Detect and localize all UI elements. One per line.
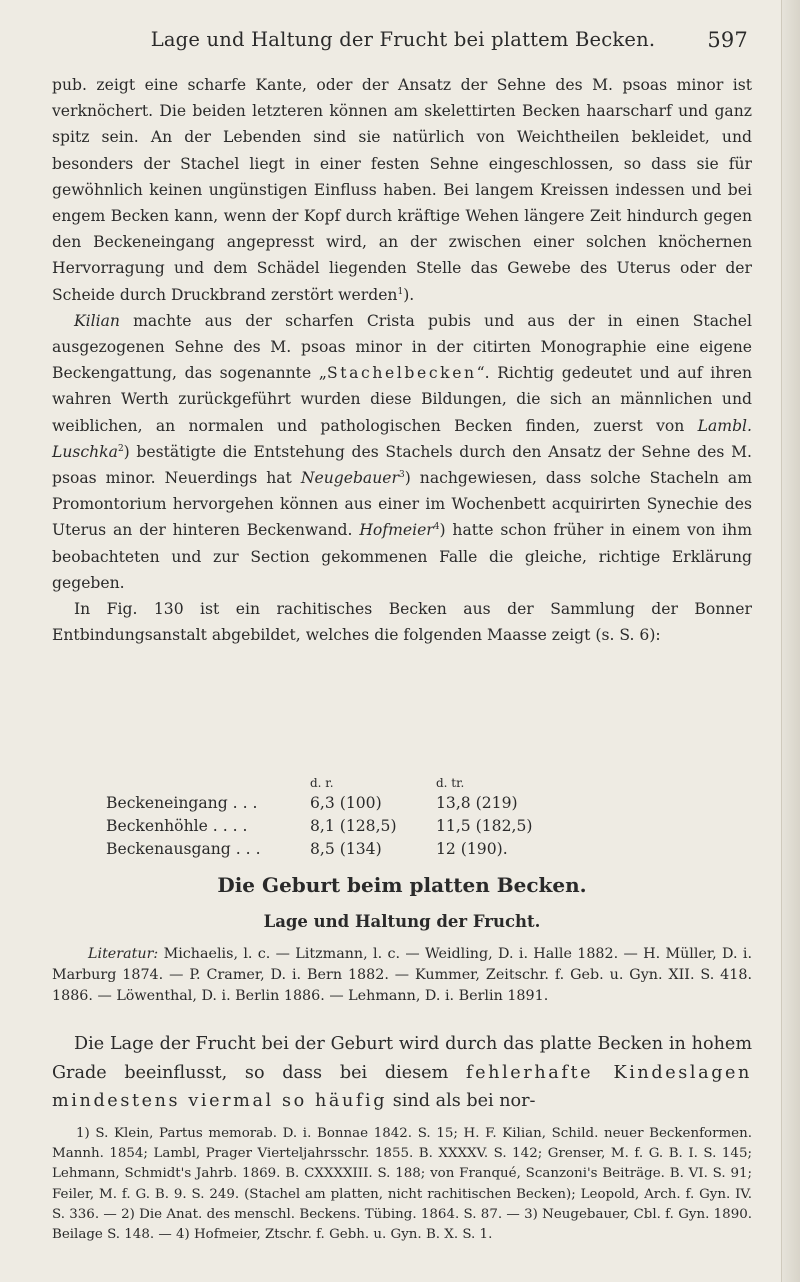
footnote-text: 1) S. Klein, Partus memorab. D. i. Bonnae 1842. S. 15; H. F. Kilian, Schild. neuer Beckenformen. Mannh. 1854; Lambl, Prager Vierteljahrsschr. 1855. B. XXXXV. S. 142; Grenser, M. f. G. B. I. S. 145; Lehmann, Schmidt's Jahrb. 1869. B. CXXXXIII. S. 188; von Franqué, Scanzoni's Beiträge. B. VI. S. 91; Feiler, M. f. G. B. 9. S. 249. (Stachel am platten, nicht rachitischen Becken); Leopold, Arch. f. Gyn. IV. S. 336. — 2) Die Anat. des menschl. Beckens. Tübing. 1864. S. 87. — 3) Neugebauer, Cbl. f. Gyn. 1890. Beilage S. 148. — 4) Hofmeier, Ztschr. f. Gebh. u. Gyn. B. X. S. 1. [52,1126,752,1243]
col-header-dr: d. r. [310,776,334,790]
paragraph-1: pub. zeigt eine scharfe Kante, oder der Ansatz der Sehne des M. psoas minor ist verknöchert. Die beiden letzteren können am skelettirten Becken haarscharf und ganz spitz sein. An der Lebenden sind sie natürlich von Weichtheilen bekleidet, und besonders der Stachel liegt in einer festen Sehne eingeschlossen, so dass sie für gewöhnlich keinen ungünstigen Einfluss haben. Bei langem Kreissen indessen und bei engem Becken kann, wenn der Kopf durch kräftige Wehen längere Zeit hindurch gegen den Beckeneingang angepresst wird, an der zwischen einer solchen knöchernen Hervorragung und dem Schädel liegenden Stelle das Gewebe des Uterus oder der Scheide durch Druckbrand zerstört werden$^1$). [52,76,752,304]
literature-references: Literatur: Michaelis, l. c. — Litzmann, l. c. — Weidling, D. i. Halle 1882. — H. Müller, D. i. Marburg 1874. — P. Cramer, D. i. Bern 1882. — Kummer, Zeitschr. f. Geb. u. Gyn. XII. S. 418. 1886. — Löwenthal, D. i. Berlin 1886. — Lehmann, D. i. Berlin 1891. [52,946,752,1004]
page-number: 597 [707,28,748,52]
page-edge [781,0,800,1282]
section-subtitle: Lage und Haltung der Frucht. [263,912,541,931]
paragraph-2: Kilian machte aus der scharfen Crista pubis und aus der in einen Stachel ausgezogenen Sehne des M. psoas minor in der citirten Monographie eine eigene Beckengattung, das sogenannte „Stachelbecken“. Richtig gedeutet und auf ihren wahren Werth zurückgeführt wurden diese Bildungen, die sich an männlichen und weiblichen, an normalen und pathologischen Becken finden, zuerst von Lambl. Luschka$^2$) bestätigte die Entstehung des Stachels durch den Ansatz der Sehne des M. psoas minor. Neuerdings hat Neugebauer$^3$) nachgewiesen, dass solche Stacheln am Promontorium hervorgehen können aus einer im Wochenbett acquirirten Synechie des Uterus an der hinteren Beckenwand. Hofmeier$^4$) hatte schon früher in einem von ihm beobachteten und zur Section gekommenen Falle die gleiche, richtige Erklärung gegeben. [52,311,752,592]
paragraph-4: Die Lage der Frucht bei der Geburt wird durch das platte Becken in hohem Grade beeinflusst, so dass bei diesem fehlerhafte Kindeslagen mindestens viermal so häufig sind als bei nor- [52,1034,752,1112]
paragraph-3: In Fig. 130 ist ein rachitisches Becken aus der Sammlung der Bonner Entbindungsanstalt abgebildet, welches die folgenden Maasse zeigt (s. S. 6): [52,600,752,645]
main-text [52,72,752,648]
section-title: Die Geburt beim platten Becken. [217,873,587,897]
running-title: Lage und Haltung der Frucht bei plattem Becken. [150,28,656,51]
book-page: Lage und Haltung der Frucht bei plattem Becken. 597 pub. zeigt eine scharfe Kante, oder der Ansatz der Sehne des M. psoas minor ist verknöchert. Die beiden letzteren können am skelettirten Becken haarscharf und ganz spitz sein. An der Lebenden sind sie natürlich von Weichtheilen bekleidet, und besonders der Stachel liegt in einer festen Sehne eingeschlossen, so dass sie für gewöhnlich keinen ungünstigen Einfluss haben. Bei langem Kreissen indessen und bei engem Becken kann, wenn der Kopf durch kräftige Wehen längere Zeit hindurch gegen den Beckeneingang angepresst wird, an der zwischen einer solchen knöchernen Hervorragung und dem Schädel liegenden Stelle das Gewebe des Uterus oder der Scheide durch Druckbrand zerstört werden$^1$). Kilian machte aus der scharfen Crista pubis und aus der in einen Stachel ausgezogenen Sehne des M. psoas minor in der citirten Monographie eine eigene Beckengattung, das sogenannte „Stachelbecken“. Richtig gedeutet und auf ihren wahren Werth zurückgeführt wurden diese Bildungen, die sich an männlichen und weiblichen, an normalen und pathologischen Becken finden, zuerst von Lambl. Luschka$^2$) bestätigte die Entstehung des Stachels durch den Ansatz der Sehne des M. psoas minor. Neuerdings hat Neugebauer$^3$) nachgewiesen, dass solche Stacheln am Promontorium hervorgehen können aus einer im Wochenbett acquirirten Synechie des Uterus an der hinteren Beckenwand. Hofmeier$^4$) hatte schon früher in einem von ihm beobachteten und zur Section gekommenen Falle die gleiche, richtige Erklärung gegeben. In Fig. 130 ist ein rachitisches Becken aus der Sammlung der Bonner Entbindungsanstalt abgebildet, welches die folgenden Maasse zeigt (s. S. 6): d. r. d. tr. Beckeneingang . . . 6,3 (100) 13,8 (219) Beckenhöhle . . . . 8,1 (128,5) 11,5 (182,5) Beckenausgang . . . 8,5 (134) 12 (190). Die Geburt beim platten Becken. Lage und Haltung der Frucht. Literatur: Michaelis, l. c. — Litzmann, l. c. — Weidling, D. i. Halle 1882. — H. Müller, D. i. Marburg 1874. — P. Cramer, D. i. Bern 1882. — Kummer, Zeitschr. f. Geb. u. Gyn. XII. S. 418. 1886. — Löwenthal, D. i. Berlin 1886. — Lehmann, D. i. Berlin 1891. Die Lage der Frucht bei der Geburt wird durch das platte Becken in hohem Grade beeinflusst, so dass bei diesem fehlerhafte Kindeslagen mindestens viermal so häufig sind als bei nor- 1) S. Klein, Partus memorab. D. i. Bonnae 1842. S. 15; H. F. Kilian, Schild. neuer Beckenformen. Mannh. 1854; Lambl, Prager Vierteljahrsschr. 1855. B. XXXXV. S. 142; Grenser, M. f. G. B. I. S. 145; Lehmann, Schmidt's Jahrb. 1869. B. CXXXXIII. S. 188; von Franqué, Scanzoni's Beiträge. B. VI. S. 91; Feiler, M. f. G. B. 9. S. 249. (Stachel am platten, nicht rachitischen Becken); Leopold, Arch. f. Gyn. IV. S. 336. — 2) Die Anat. des menschl. Beckens. Tübing. 1864. S. 87. — 3) Neugebauer, Cbl. f. Gyn. 1890. Beilage S. 148. — 4) Hofmeier, Ztschr. f. Gebh. u. Gyn. B. X. S. 1. [0,0,800,1282]
col-header-dtr: d. tr. [436,776,465,790]
footnotes [52,1124,752,1245]
running-header [58,28,748,56]
